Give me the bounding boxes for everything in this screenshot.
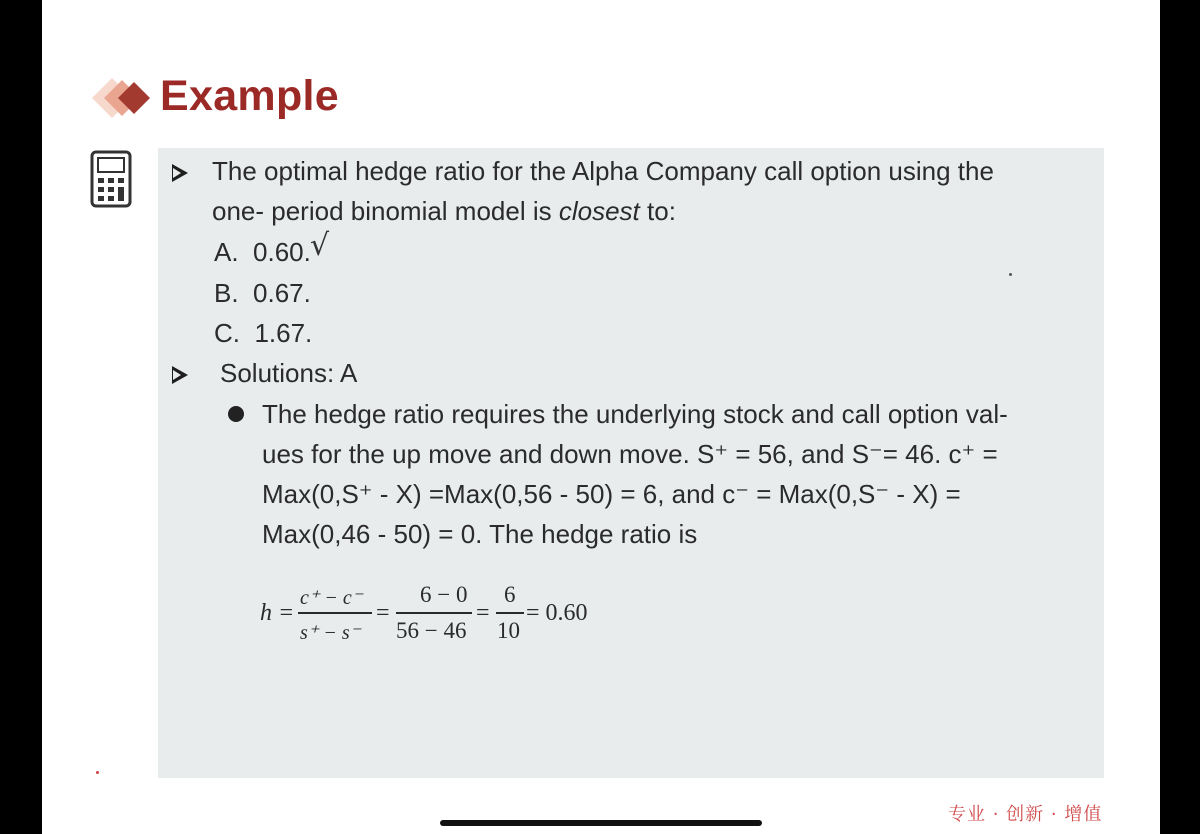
question-emphasis: closest: [558, 196, 640, 226]
arrow-bullet-icon: [172, 164, 188, 182]
option-a-label: A.: [214, 237, 239, 267]
formula-fraction-1-numerator: c⁺ − c⁻: [300, 587, 363, 609]
option-c: [214, 318, 312, 349]
bullet-dot-icon: [228, 406, 244, 422]
question-line-2-post: to:: [639, 196, 676, 226]
option-c-value: 1.67.: [254, 318, 313, 348]
option-b: [214, 278, 311, 309]
option-a-value: 0.60.: [253, 237, 311, 267]
formula-lhs: h =: [260, 600, 295, 626]
solution-line-4: Max(0,46 - 50) = 0. The hedge ratio is: [262, 519, 698, 549]
formula-fraction-2-denominator: 56 − 46: [396, 618, 467, 643]
option-b-label: B.: [214, 278, 239, 308]
formula-equals-1: =: [376, 600, 390, 626]
solution-heading: Solutions: A: [220, 358, 358, 388]
slide: [42, 0, 1160, 834]
diamond-logo-icon: [70, 72, 150, 124]
stray-dot: [96, 771, 99, 774]
formula-result: = 0.60: [526, 600, 588, 626]
formula-fraction-3-numerator: 6: [504, 582, 516, 607]
stray-dot: [1009, 273, 1012, 276]
formula-equals-2: =: [476, 600, 490, 626]
solution-line-3: Max(0,S⁺ - X) =Max(0,56 - 50) = 6, and c⁻ = Max(0,S⁻ - X) =: [262, 479, 961, 509]
option-c-label: C.: [214, 318, 240, 348]
option-a: [214, 237, 311, 268]
option-b-value: 0.67.: [253, 278, 311, 308]
question-line-2: [212, 196, 676, 227]
formula-fraction-1-denominator: s⁺ − s⁻: [300, 622, 361, 644]
arrow-bullet-icon: [172, 366, 188, 384]
formula-fraction-1-bar: [298, 612, 372, 614]
content-panel: [158, 148, 1104, 778]
formula-fraction-3-bar: [496, 612, 524, 614]
solution-line-2: ues for the up move and down move. S⁺ = 56, and S⁻= 46. c⁺ =: [262, 439, 998, 469]
solution-line-1: The hedge ratio requires the underlying stock and call option val-: [262, 399, 1008, 429]
question-line-1: The optimal hedge ratio for the Alpha Company call option using the: [212, 156, 994, 186]
formula-fraction-2-bar: [396, 612, 472, 614]
footer-slogan: 专业 · 创新 · 增值: [948, 804, 1103, 825]
check-mark-icon: √: [310, 228, 330, 263]
home-indicator-bar[interactable]: [440, 820, 762, 826]
formula-fraction-2-numerator: 6 − 0: [420, 582, 468, 607]
formula-fraction-3-denominator: 10: [497, 618, 520, 643]
calculator-icon: [90, 150, 132, 208]
question-line-2-pre: one- period binomial model is: [212, 196, 559, 226]
slide-title: Example: [160, 72, 339, 120]
